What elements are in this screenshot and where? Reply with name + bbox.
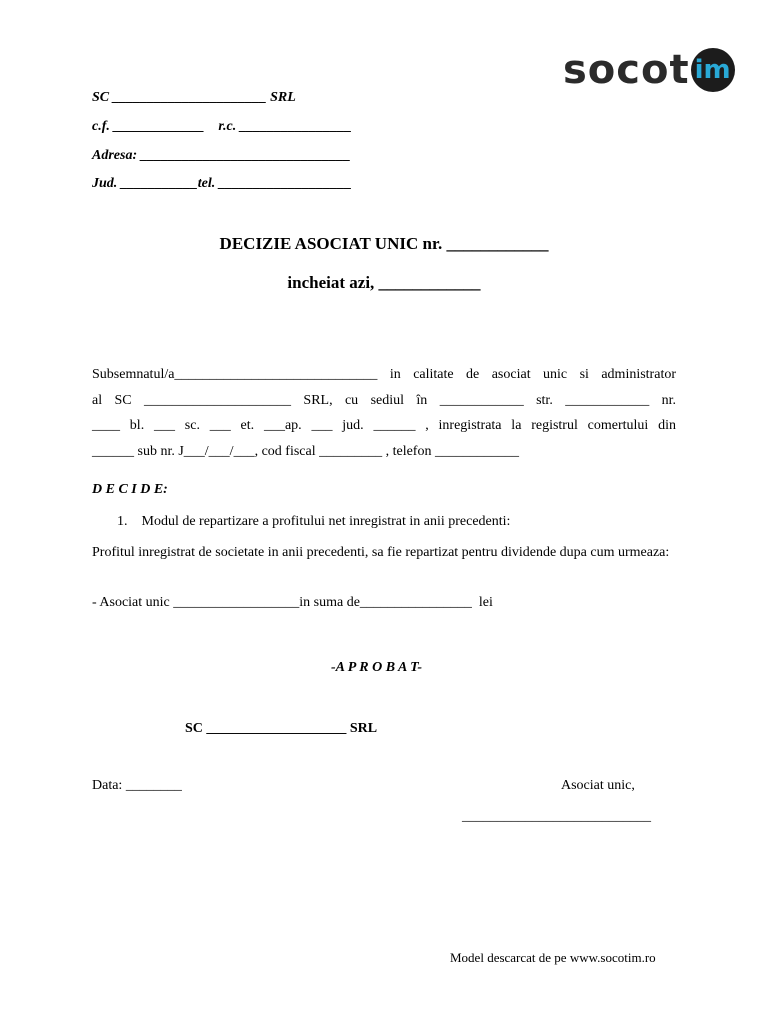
header-address-line: Adresa: ______________________________ bbox=[92, 148, 351, 163]
profit-paragraph: Profitul inregistrat de societate in anii precedenti, sa fie repartizat pentru dividende dupa cum urmeaza: bbox=[92, 545, 670, 560]
date-line: Data: ________ bbox=[92, 778, 182, 793]
intro-line-1: Subsemnatul/a_____________________________ in calitate de asociat unic si administrator bbox=[92, 367, 676, 382]
decision-item-1: 1. Modul de repartizare a profitului net inregistrat in anii precedenti: bbox=[117, 514, 511, 529]
aprobat-heading: -A P R O B A T- bbox=[331, 660, 423, 675]
intro-line-2: al SC _____________________ SRL, cu sediul în ____________ str. ____________ nr. bbox=[92, 392, 676, 408]
logo-circle-icon: im bbox=[691, 48, 735, 92]
logo-text: socot bbox=[563, 47, 690, 93]
document-title: DECIZIE ASOCIAT UNIC nr. ____________ bbox=[219, 234, 549, 253]
signature-line: ___________________________ bbox=[462, 809, 651, 824]
header-company-line: SC ______________________ SRL bbox=[92, 90, 296, 105]
document-subtitle: incheiat azi, ____________ bbox=[287, 273, 481, 292]
asociat-sign-label: Asociat unic, bbox=[561, 778, 635, 793]
socotim-logo bbox=[563, 44, 735, 96]
sc-signature-line: SC ____________________ SRL bbox=[185, 721, 378, 736]
decide-heading: D E C I D E: bbox=[92, 482, 168, 497]
asociat-amount-line: - Asociat unic __________________in suma de________________ lei bbox=[92, 595, 493, 610]
intro-line-3: ____ bl. ___ sc. ___ et. ___ap. ___ jud. ______ , inregistrata la registrul comertului din bbox=[92, 418, 676, 433]
header-county-phone-line: Jud. ___________tel. ___________________ bbox=[92, 176, 352, 191]
footer-source: Model descarcat de pe www.socotim.ro bbox=[450, 950, 656, 965]
intro-line-4: ______ sub nr. J___/___/___, cod fiscal _________ , telefon ____________ bbox=[92, 443, 519, 459]
intro-paragraph bbox=[92, 362, 676, 464]
header-cf-rc-line: c.f. _____________ r.c. ________________ bbox=[92, 119, 352, 134]
